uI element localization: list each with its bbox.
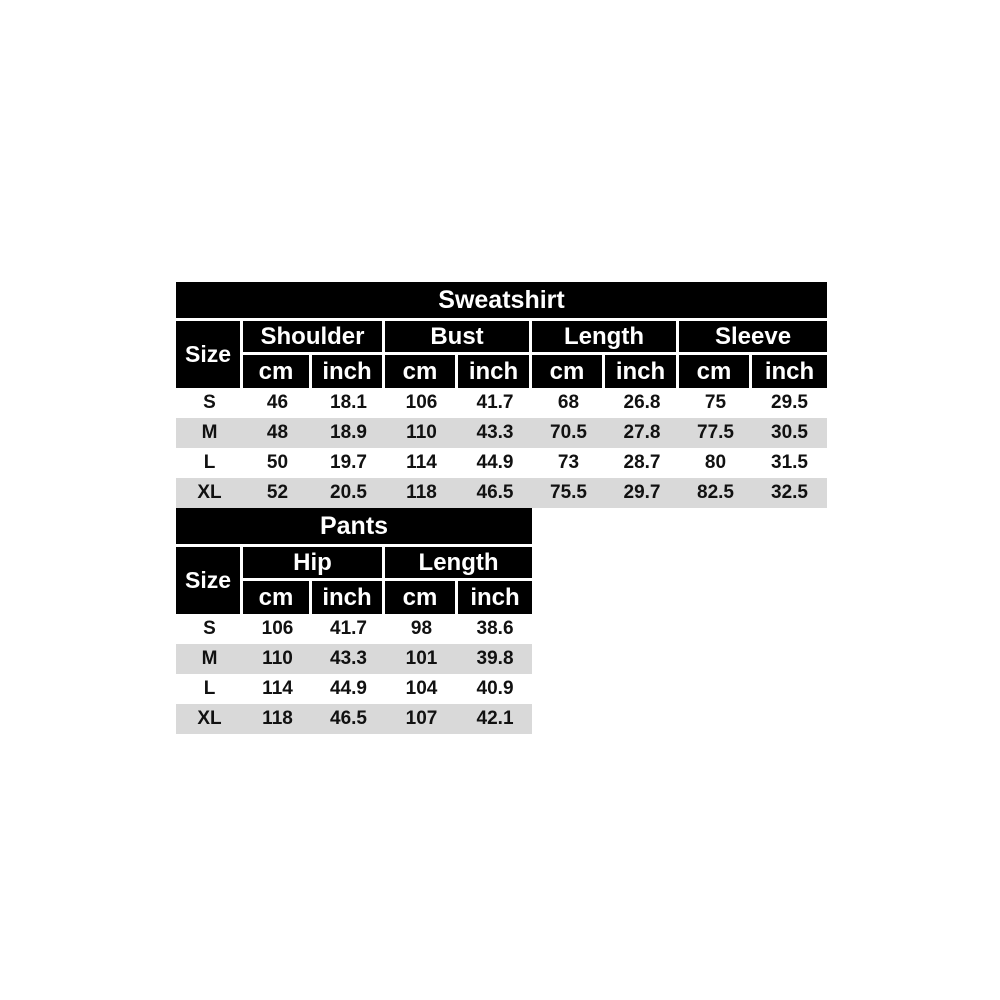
length-header: Length: [385, 547, 532, 581]
table-row: [176, 478, 827, 508]
value-cell: 75.5: [532, 478, 605, 508]
value-cell: 46: [243, 388, 312, 418]
value-cell: 68: [532, 388, 605, 418]
size-cell: L: [176, 674, 243, 704]
value-cell: 118: [385, 478, 458, 508]
size-column-header: Size: [176, 321, 243, 388]
table-row: [176, 418, 827, 448]
table-row: [176, 448, 827, 478]
unit-header: inch: [312, 581, 385, 614]
table-row: [176, 388, 827, 418]
value-cell: 77.5: [679, 418, 752, 448]
value-cell: 20.5: [312, 478, 385, 508]
value-cell: 44.9: [312, 674, 385, 704]
value-cell: 27.8: [605, 418, 679, 448]
value-cell: 106: [243, 614, 312, 644]
value-cell: 118: [243, 704, 312, 734]
unit-header: inch: [458, 581, 532, 614]
size-cell: XL: [176, 478, 243, 508]
pants-size-table: [176, 508, 532, 734]
unit-header: inch: [605, 355, 679, 388]
size-cell: M: [176, 644, 243, 674]
table-row: [176, 704, 532, 734]
size-cell: L: [176, 448, 243, 478]
value-cell: 98: [385, 614, 458, 644]
value-cell: 75: [679, 388, 752, 418]
size-cell: XL: [176, 704, 243, 734]
size-column-header: Size: [176, 547, 243, 614]
bust-header: Bust: [385, 321, 532, 355]
value-cell: 44.9: [458, 448, 532, 478]
value-cell: 52: [243, 478, 312, 508]
value-cell: 38.6: [458, 614, 532, 644]
hip-header: Hip: [243, 547, 385, 581]
value-cell: 106: [385, 388, 458, 418]
value-cell: 46.5: [458, 478, 532, 508]
value-cell: 41.7: [458, 388, 532, 418]
value-cell: 30.5: [752, 418, 827, 448]
value-cell: 32.5: [752, 478, 827, 508]
value-cell: 39.8: [458, 644, 532, 674]
table-row: [176, 674, 532, 704]
unit-header: cm: [532, 355, 605, 388]
size-cell: M: [176, 418, 243, 448]
value-cell: 18.1: [312, 388, 385, 418]
unit-header: cm: [385, 581, 458, 614]
sweatshirt-title: Sweatshirt: [176, 282, 827, 321]
value-cell: 18.9: [312, 418, 385, 448]
value-cell: 29.5: [752, 388, 827, 418]
value-cell: 42.1: [458, 704, 532, 734]
value-cell: 73: [532, 448, 605, 478]
value-cell: 82.5: [679, 478, 752, 508]
value-cell: 80: [679, 448, 752, 478]
unit-header: inch: [752, 355, 827, 388]
size-cell: S: [176, 614, 243, 644]
unit-header: cm: [679, 355, 752, 388]
unit-header: cm: [385, 355, 458, 388]
value-cell: 114: [385, 448, 458, 478]
value-cell: 19.7: [312, 448, 385, 478]
unit-header: cm: [243, 581, 312, 614]
value-cell: 48: [243, 418, 312, 448]
shoulder-header: Shoulder: [243, 321, 385, 355]
value-cell: 41.7: [312, 614, 385, 644]
value-cell: 43.3: [312, 644, 385, 674]
value-cell: 107: [385, 704, 458, 734]
table-row: [176, 614, 532, 644]
value-cell: 70.5: [532, 418, 605, 448]
pants-title: Pants: [176, 508, 532, 547]
value-cell: 50: [243, 448, 312, 478]
length-header: Length: [532, 321, 679, 355]
size-cell: S: [176, 388, 243, 418]
sleeve-header: Sleeve: [679, 321, 827, 355]
value-cell: 43.3: [458, 418, 532, 448]
value-cell: 101: [385, 644, 458, 674]
unit-header: inch: [312, 355, 385, 388]
value-cell: 40.9: [458, 674, 532, 704]
table-row: [176, 644, 532, 674]
value-cell: 26.8: [605, 388, 679, 418]
sweatshirt-size-table: [176, 282, 827, 508]
unit-header: cm: [243, 355, 312, 388]
value-cell: 114: [243, 674, 312, 704]
value-cell: 29.7: [605, 478, 679, 508]
value-cell: 104: [385, 674, 458, 704]
value-cell: 28.7: [605, 448, 679, 478]
value-cell: 110: [243, 644, 312, 674]
unit-header: inch: [458, 355, 532, 388]
value-cell: 110: [385, 418, 458, 448]
value-cell: 31.5: [752, 448, 827, 478]
value-cell: 46.5: [312, 704, 385, 734]
